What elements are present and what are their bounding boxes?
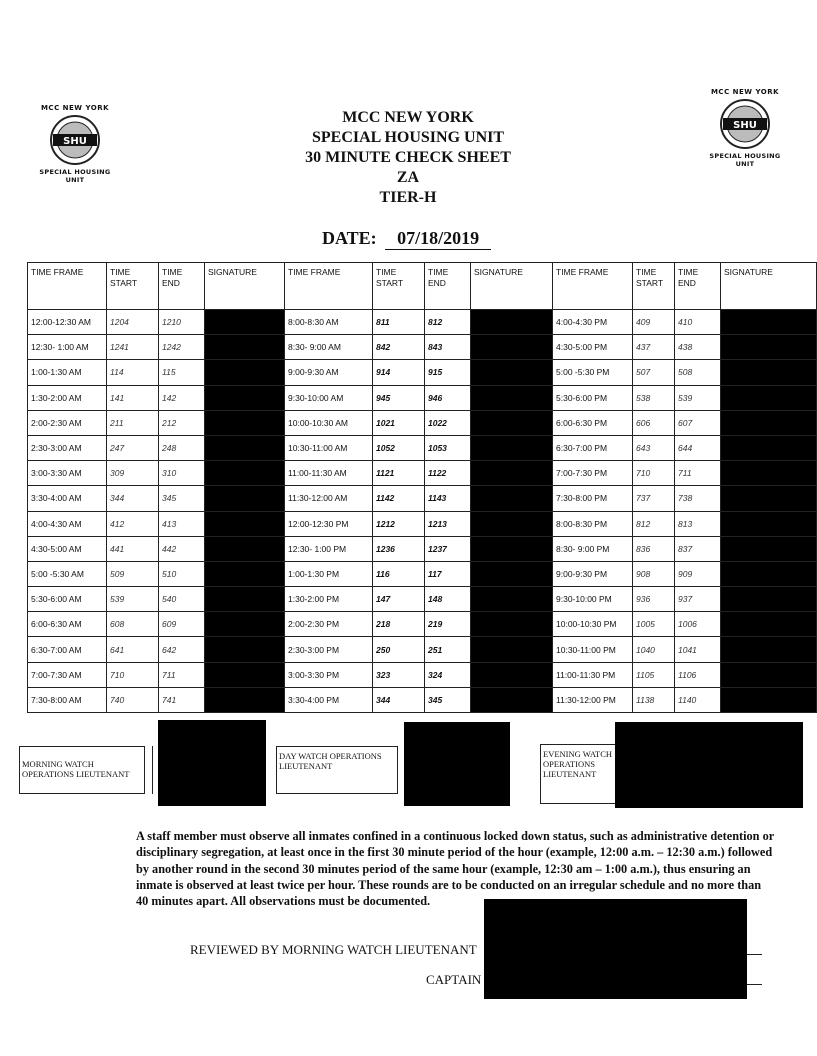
time-start-cell: 608 <box>107 612 159 637</box>
signature-redaction <box>205 612 285 637</box>
time-frame-cell: 7:00-7:30 PM <box>553 461 633 486</box>
time-end-cell: 1053 <box>425 435 471 460</box>
col-header: TIME END <box>425 263 471 310</box>
signature-redaction <box>721 511 817 536</box>
logo-right <box>700 88 790 168</box>
document-title <box>258 108 558 208</box>
time-start-cell: 247 <box>107 435 159 460</box>
time-end-cell: 251 <box>425 637 471 662</box>
col-header: TIME FRAME <box>553 263 633 310</box>
col-header: SIGNATURE <box>721 263 817 310</box>
check-sheet-table <box>27 262 817 713</box>
signature-redaction <box>205 335 285 360</box>
time-end-cell: 642 <box>159 637 205 662</box>
time-start-cell: 538 <box>633 385 675 410</box>
time-end-cell: 1041 <box>675 637 721 662</box>
signature-redaction <box>471 335 553 360</box>
time-start-cell: 945 <box>373 385 425 410</box>
signature-redaction <box>471 435 553 460</box>
signature-redaction <box>205 310 285 335</box>
time-start-cell: 1005 <box>633 612 675 637</box>
time-end-cell: 508 <box>675 360 721 385</box>
time-start-cell: 606 <box>633 410 675 435</box>
time-end-cell: 1210 <box>159 310 205 335</box>
col-header: TIME END <box>159 263 205 310</box>
time-start-cell: 309 <box>107 461 159 486</box>
time-end-cell: 148 <box>425 587 471 612</box>
time-start-cell: 1105 <box>633 662 675 687</box>
time-frame-cell: 9:00-9:30 AM <box>285 360 373 385</box>
time-start-cell: 836 <box>633 536 675 561</box>
evening-lieutenant-label: EVENING WATCH OPERATIONS LIEUTENANT <box>540 744 616 804</box>
time-end-cell: 711 <box>675 461 721 486</box>
time-start-cell: 643 <box>633 435 675 460</box>
morning-lieutenant-label: MORNING WATCH OPERATIONS LIEUTENANT <box>19 746 145 794</box>
time-start-cell: 412 <box>107 511 159 536</box>
table-row <box>28 310 817 335</box>
time-start-cell: 1212 <box>373 511 425 536</box>
signature-redaction <box>721 662 817 687</box>
time-end-cell: 410 <box>675 310 721 335</box>
time-frame-cell: 7:30-8:00 AM <box>28 687 107 712</box>
review-signature-redaction <box>484 899 747 999</box>
time-frame-cell: 2:30-3:00 PM <box>285 637 373 662</box>
time-start-cell: 323 <box>373 662 425 687</box>
signature-redaction <box>471 410 553 435</box>
signature-redaction <box>721 335 817 360</box>
time-frame-cell: 10:00-10:30 PM <box>553 612 633 637</box>
time-end-cell: 946 <box>425 385 471 410</box>
time-end-cell: 345 <box>159 486 205 511</box>
signature-redaction <box>205 385 285 410</box>
time-start-cell: 1241 <box>107 335 159 360</box>
time-start-cell: 344 <box>373 687 425 712</box>
col-header: TIME FRAME <box>285 263 373 310</box>
logo-bottom-text: SPECIAL HOUSING UNIT <box>709 152 781 168</box>
time-end-cell: 219 <box>425 612 471 637</box>
signature-redaction <box>205 561 285 586</box>
logo-top-text: MCC NEW YORK <box>40 104 110 112</box>
time-start-cell: 737 <box>633 486 675 511</box>
time-start-cell: 811 <box>373 310 425 335</box>
table-row <box>28 687 817 712</box>
time-frame-cell: 12:30- 1:00 PM <box>285 536 373 561</box>
time-end-cell: 909 <box>675 561 721 586</box>
time-frame-cell: 4:00-4:30 AM <box>28 511 107 536</box>
shu-seal-icon <box>719 98 771 150</box>
date-label: DATE: <box>322 228 377 248</box>
time-frame-cell: 8:00-8:30 PM <box>553 511 633 536</box>
policy-paragraph: A staff member must observe all inmates confined in a continuous locked down status, such as administrative detention or disciplinary segregation, at least once in the first 30 minute period of the hour (example, 12:00 a.m. – 12:30 a.m.) followed by another round in the second 30 minutes period of the same hour (example, 12:30 am – 1:00 a.m.), thus ensuring an inmate is observed at least twice per hour. These rounds are to be conducted on an irregular schedule and no more than 40 minutes apart. All observations must be documented. <box>136 829 774 909</box>
time-frame-cell: 8:30- 9:00 PM <box>553 536 633 561</box>
table-row <box>28 461 817 486</box>
date-value: 07/18/2019 <box>385 228 491 250</box>
time-start-cell: 539 <box>107 587 159 612</box>
time-frame-cell: 1:30-2:00 PM <box>285 587 373 612</box>
table-row <box>28 561 817 586</box>
time-end-cell: 540 <box>159 587 205 612</box>
signature-redaction <box>721 687 817 712</box>
signature-redaction <box>721 310 817 335</box>
evening-lieutenant-signature-redaction <box>615 722 803 808</box>
time-start-cell: 141 <box>107 385 159 410</box>
time-frame-cell: 5:00 -5:30 AM <box>28 561 107 586</box>
time-frame-cell: 2:00-2:30 PM <box>285 612 373 637</box>
time-start-cell: 441 <box>107 536 159 561</box>
time-start-cell: 710 <box>107 662 159 687</box>
signature-redaction <box>205 687 285 712</box>
svg-text:SHU: SHU <box>733 120 757 131</box>
time-end-cell: 310 <box>159 461 205 486</box>
table-row <box>28 486 817 511</box>
signature-redaction <box>721 536 817 561</box>
time-frame-cell: 8:00-8:30 AM <box>285 310 373 335</box>
title-line: ZA <box>396 169 420 186</box>
time-frame-cell: 2:30-3:00 AM <box>28 435 107 460</box>
col-header: TIME START <box>633 263 675 310</box>
time-end-cell: 1122 <box>425 461 471 486</box>
time-start-cell: 344 <box>107 486 159 511</box>
signature-redaction <box>721 410 817 435</box>
signature-redaction <box>471 637 553 662</box>
morning-lieutenant-divider <box>152 746 153 794</box>
logo-left <box>30 104 120 184</box>
time-start-cell: 1052 <box>373 435 425 460</box>
time-frame-cell: 4:00-4:30 PM <box>553 310 633 335</box>
time-frame-cell: 6:00-6:30 PM <box>553 410 633 435</box>
col-header: SIGNATURE <box>471 263 553 310</box>
time-frame-cell: 3:30-4:00 AM <box>28 486 107 511</box>
time-frame-cell: 3:00-3:30 AM <box>28 461 107 486</box>
signature-redaction <box>721 612 817 637</box>
signature-redaction <box>721 587 817 612</box>
time-start-cell: 1138 <box>633 687 675 712</box>
time-frame-cell: 1:00-1:30 PM <box>285 561 373 586</box>
logo-top-text: MCC NEW YORK <box>710 88 780 96</box>
signature-redaction <box>471 461 553 486</box>
time-frame-cell: 4:30-5:00 AM <box>28 536 107 561</box>
time-end-cell: 812 <box>425 310 471 335</box>
table-row <box>28 662 817 687</box>
time-frame-cell: 11:00-11:30 AM <box>285 461 373 486</box>
table-row <box>28 435 817 460</box>
signature-redaction <box>205 360 285 385</box>
time-end-cell: 1237 <box>425 536 471 561</box>
time-frame-cell: 9:30-10:00 AM <box>285 385 373 410</box>
time-frame-cell: 5:30-6:00 PM <box>553 385 633 410</box>
title-line: 30 MINUTE CHECK SHEET <box>305 149 511 166</box>
signature-redaction <box>471 310 553 335</box>
signature-redaction <box>721 435 817 460</box>
time-frame-cell: 7:30-8:00 PM <box>553 486 633 511</box>
time-start-cell: 740 <box>107 687 159 712</box>
time-end-cell: 248 <box>159 435 205 460</box>
time-frame-cell: 1:00-1:30 AM <box>28 360 107 385</box>
time-end-cell: 915 <box>425 360 471 385</box>
time-frame-cell: 3:00-3:30 PM <box>285 662 373 687</box>
time-start-cell: 936 <box>633 587 675 612</box>
time-frame-cell: 10:30-11:00 PM <box>553 637 633 662</box>
time-frame-cell: 11:30-12:00 PM <box>553 687 633 712</box>
time-end-cell: 324 <box>425 662 471 687</box>
time-frame-cell: 10:00-10:30 AM <box>285 410 373 435</box>
time-end-cell: 1140 <box>675 687 721 712</box>
time-start-cell: 409 <box>633 310 675 335</box>
signature-redaction <box>721 486 817 511</box>
time-end-cell: 442 <box>159 536 205 561</box>
time-end-cell: 142 <box>159 385 205 410</box>
date-line <box>322 228 491 250</box>
time-end-cell: 1006 <box>675 612 721 637</box>
signature-redaction <box>721 385 817 410</box>
signature-redaction <box>205 587 285 612</box>
time-start-cell: 211 <box>107 410 159 435</box>
reviewed-by-label: REVIEWED BY MORNING WATCH LIEUTENANT <box>190 942 477 957</box>
signature-redaction <box>205 410 285 435</box>
time-end-cell: 539 <box>675 385 721 410</box>
signature-redaction <box>205 536 285 561</box>
time-end-cell: 345 <box>425 687 471 712</box>
time-end-cell: 212 <box>159 410 205 435</box>
col-header: TIME START <box>373 263 425 310</box>
signature-redaction <box>471 587 553 612</box>
time-start-cell: 641 <box>107 637 159 662</box>
time-end-cell: 837 <box>675 536 721 561</box>
title-line: SPECIAL HOUSING UNIT <box>311 129 505 146</box>
signature-redaction <box>471 360 553 385</box>
col-header: SIGNATURE <box>205 263 285 310</box>
time-frame-cell: 12:00-12:30 PM <box>285 511 373 536</box>
signature-redaction <box>471 486 553 511</box>
time-end-cell: 607 <box>675 410 721 435</box>
time-frame-cell: 8:30- 9:00 AM <box>285 335 373 360</box>
signature-redaction <box>205 637 285 662</box>
time-end-cell: 644 <box>675 435 721 460</box>
time-start-cell: 437 <box>633 335 675 360</box>
col-header: TIME START <box>107 263 159 310</box>
signature-redaction <box>721 561 817 586</box>
signature-redaction <box>471 662 553 687</box>
time-frame-cell: 9:00-9:30 PM <box>553 561 633 586</box>
time-end-cell: 1022 <box>425 410 471 435</box>
time-frame-cell: 11:00-11:30 PM <box>553 662 633 687</box>
time-frame-cell: 10:30-11:00 AM <box>285 435 373 460</box>
time-frame-cell: 5:00 -5:30 PM <box>553 360 633 385</box>
time-start-cell: 1040 <box>633 637 675 662</box>
signature-redaction <box>721 637 817 662</box>
captain-label: CAPTAIN <box>426 972 482 987</box>
table-row <box>28 637 817 662</box>
time-start-cell: 1236 <box>373 536 425 561</box>
signature-redaction <box>471 687 553 712</box>
signature-redaction <box>205 511 285 536</box>
table-row <box>28 587 817 612</box>
signature-redaction <box>471 385 553 410</box>
time-end-cell: 711 <box>159 662 205 687</box>
day-lieutenant-signature-redaction <box>404 722 510 806</box>
time-end-cell: 413 <box>159 511 205 536</box>
time-start-cell: 914 <box>373 360 425 385</box>
time-end-cell: 438 <box>675 335 721 360</box>
time-end-cell: 115 <box>159 360 205 385</box>
time-end-cell: 117 <box>425 561 471 586</box>
table-row <box>28 511 817 536</box>
time-frame-cell: 3:30-4:00 PM <box>285 687 373 712</box>
shu-seal-icon <box>49 114 101 166</box>
table-row <box>28 410 817 435</box>
time-frame-cell: 12:00-12:30 AM <box>28 310 107 335</box>
table-row <box>28 536 817 561</box>
time-start-cell: 710 <box>633 461 675 486</box>
signature-redaction <box>471 561 553 586</box>
time-end-cell: 741 <box>159 687 205 712</box>
signature-redaction <box>205 662 285 687</box>
table-row <box>28 335 817 360</box>
table-header-row <box>28 263 817 310</box>
day-lieutenant-label: DAY WATCH OPERATIONS LIEUTENANT <box>276 746 398 794</box>
time-frame-cell: 11:30-12:00 AM <box>285 486 373 511</box>
time-frame-cell: 1:30-2:00 AM <box>28 385 107 410</box>
time-end-cell: 937 <box>675 587 721 612</box>
time-start-cell: 218 <box>373 612 425 637</box>
time-frame-cell: 7:00-7:30 AM <box>28 662 107 687</box>
time-start-cell: 507 <box>633 360 675 385</box>
time-end-cell: 843 <box>425 335 471 360</box>
signature-redaction <box>721 360 817 385</box>
table-row <box>28 612 817 637</box>
time-frame-cell: 5:30-6:00 AM <box>28 587 107 612</box>
time-end-cell: 1143 <box>425 486 471 511</box>
col-header: TIME END <box>675 263 721 310</box>
signature-redaction <box>205 461 285 486</box>
logo-bottom-text: SPECIAL HOUSING UNIT <box>39 168 111 184</box>
time-frame-cell: 4:30-5:00 PM <box>553 335 633 360</box>
time-frame-cell: 6:30-7:00 AM <box>28 637 107 662</box>
signature-redaction <box>471 612 553 637</box>
time-end-cell: 1213 <box>425 511 471 536</box>
svg-text:SHU: SHU <box>63 136 87 147</box>
signature-redaction <box>471 536 553 561</box>
title-line: TIER-H <box>379 189 437 206</box>
time-end-cell: 1242 <box>159 335 205 360</box>
col-header: TIME FRAME <box>28 263 107 310</box>
time-end-cell: 1106 <box>675 662 721 687</box>
time-frame-cell: 6:00-6:30 AM <box>28 612 107 637</box>
time-start-cell: 1021 <box>373 410 425 435</box>
morning-lieutenant-signature-redaction <box>158 720 266 806</box>
time-start-cell: 114 <box>107 360 159 385</box>
time-end-cell: 813 <box>675 511 721 536</box>
time-start-cell: 1121 <box>373 461 425 486</box>
time-start-cell: 250 <box>373 637 425 662</box>
table-row <box>28 360 817 385</box>
time-start-cell: 116 <box>373 561 425 586</box>
table-row <box>28 385 817 410</box>
time-end-cell: 510 <box>159 561 205 586</box>
time-start-cell: 908 <box>633 561 675 586</box>
time-start-cell: 812 <box>633 511 675 536</box>
time-end-cell: 738 <box>675 486 721 511</box>
time-start-cell: 1142 <box>373 486 425 511</box>
signature-redaction <box>721 461 817 486</box>
title-line: MCC NEW YORK <box>342 109 474 126</box>
signature-redaction <box>205 486 285 511</box>
time-start-cell: 842 <box>373 335 425 360</box>
time-start-cell: 147 <box>373 587 425 612</box>
time-start-cell: 509 <box>107 561 159 586</box>
time-frame-cell: 12:30- 1:00 AM <box>28 335 107 360</box>
time-frame-cell: 6:30-7:00 PM <box>553 435 633 460</box>
time-frame-cell: 2:00-2:30 AM <box>28 410 107 435</box>
time-frame-cell: 9:30-10:00 PM <box>553 587 633 612</box>
time-end-cell: 609 <box>159 612 205 637</box>
time-start-cell: 1204 <box>107 310 159 335</box>
signature-redaction <box>205 435 285 460</box>
signature-redaction <box>471 511 553 536</box>
